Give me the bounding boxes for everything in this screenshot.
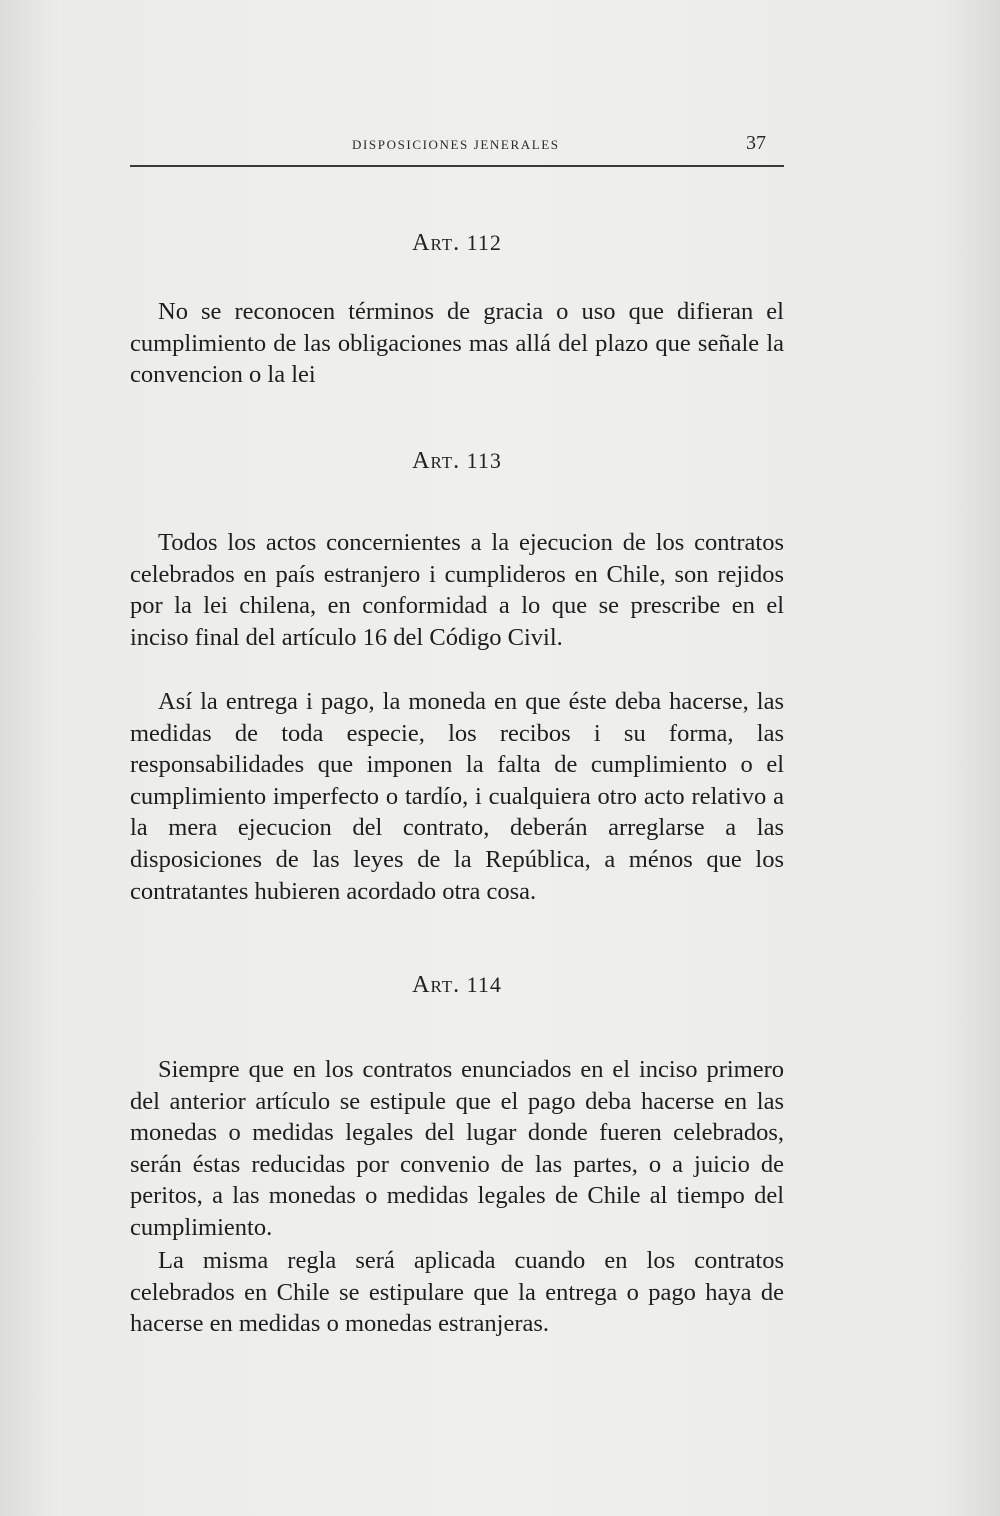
article-heading bbox=[130, 230, 784, 257]
article-heading bbox=[130, 972, 784, 999]
article-number: 114 bbox=[466, 972, 502, 997]
article-paragraph: Siempre que en los contratos enunciados en el inciso primero del anterior artículo se estipule que el pago deba hacerse en las monedas o medidas legales del lugar donde fueren celebrados, serán éstas reducidas por convenio de las partes, o a juicio de peritos, a las monedas o medidas legales de Chile al tiempo del cumplimiento. bbox=[130, 1056, 784, 1241]
article-number: 112 bbox=[466, 230, 502, 255]
article-number: 113 bbox=[466, 448, 502, 473]
page-header bbox=[130, 132, 784, 156]
header-rule bbox=[130, 165, 784, 167]
article-paragraph: La misma regla será aplicada cuando en los contratos celebrados en Chile se estipulare que la entrega o pago haya de hacerse en medidas o monedas estranjeras. bbox=[130, 1247, 784, 1338]
page-number: 37 bbox=[746, 132, 766, 154]
article-prefix: Art. bbox=[412, 972, 461, 998]
article-paragraph: Así la entrega i pago, la moneda en que éste deba hacerse, las medidas de toda especie, los recibos i su forma, las responsabilidades que imponen la falta de cumplimiento o el cumplimiento imperfecto o tardío, i cualquiera otro acto relativo a la mera ejecucion del contrato, deberán arreglarse a las disposiciones de las leyes de la República, a ménos que los contratantes hubieren acordado otra cosa. bbox=[130, 688, 784, 905]
article-heading bbox=[130, 448, 784, 475]
article-paragraph: Todos los actos concernientes a la ejecucion de los contratos celebrados en país estranjero i cumplideros en Chile, son rejidos por la lei chilena, en conformidad a lo que se prescribe en el inciso final del artículo 16 del Código Civil. bbox=[130, 529, 784, 651]
running-head: DISPOSICIONES JENERALES bbox=[352, 137, 560, 152]
article-prefix: Art. bbox=[412, 448, 461, 474]
article-paragraph: No se reconocen términos de gracia o uso que difieran el cumplimiento de las obligaciones mas allá del plazo que señale la convencion o la lei bbox=[130, 298, 784, 389]
article-prefix: Art. bbox=[412, 230, 461, 256]
